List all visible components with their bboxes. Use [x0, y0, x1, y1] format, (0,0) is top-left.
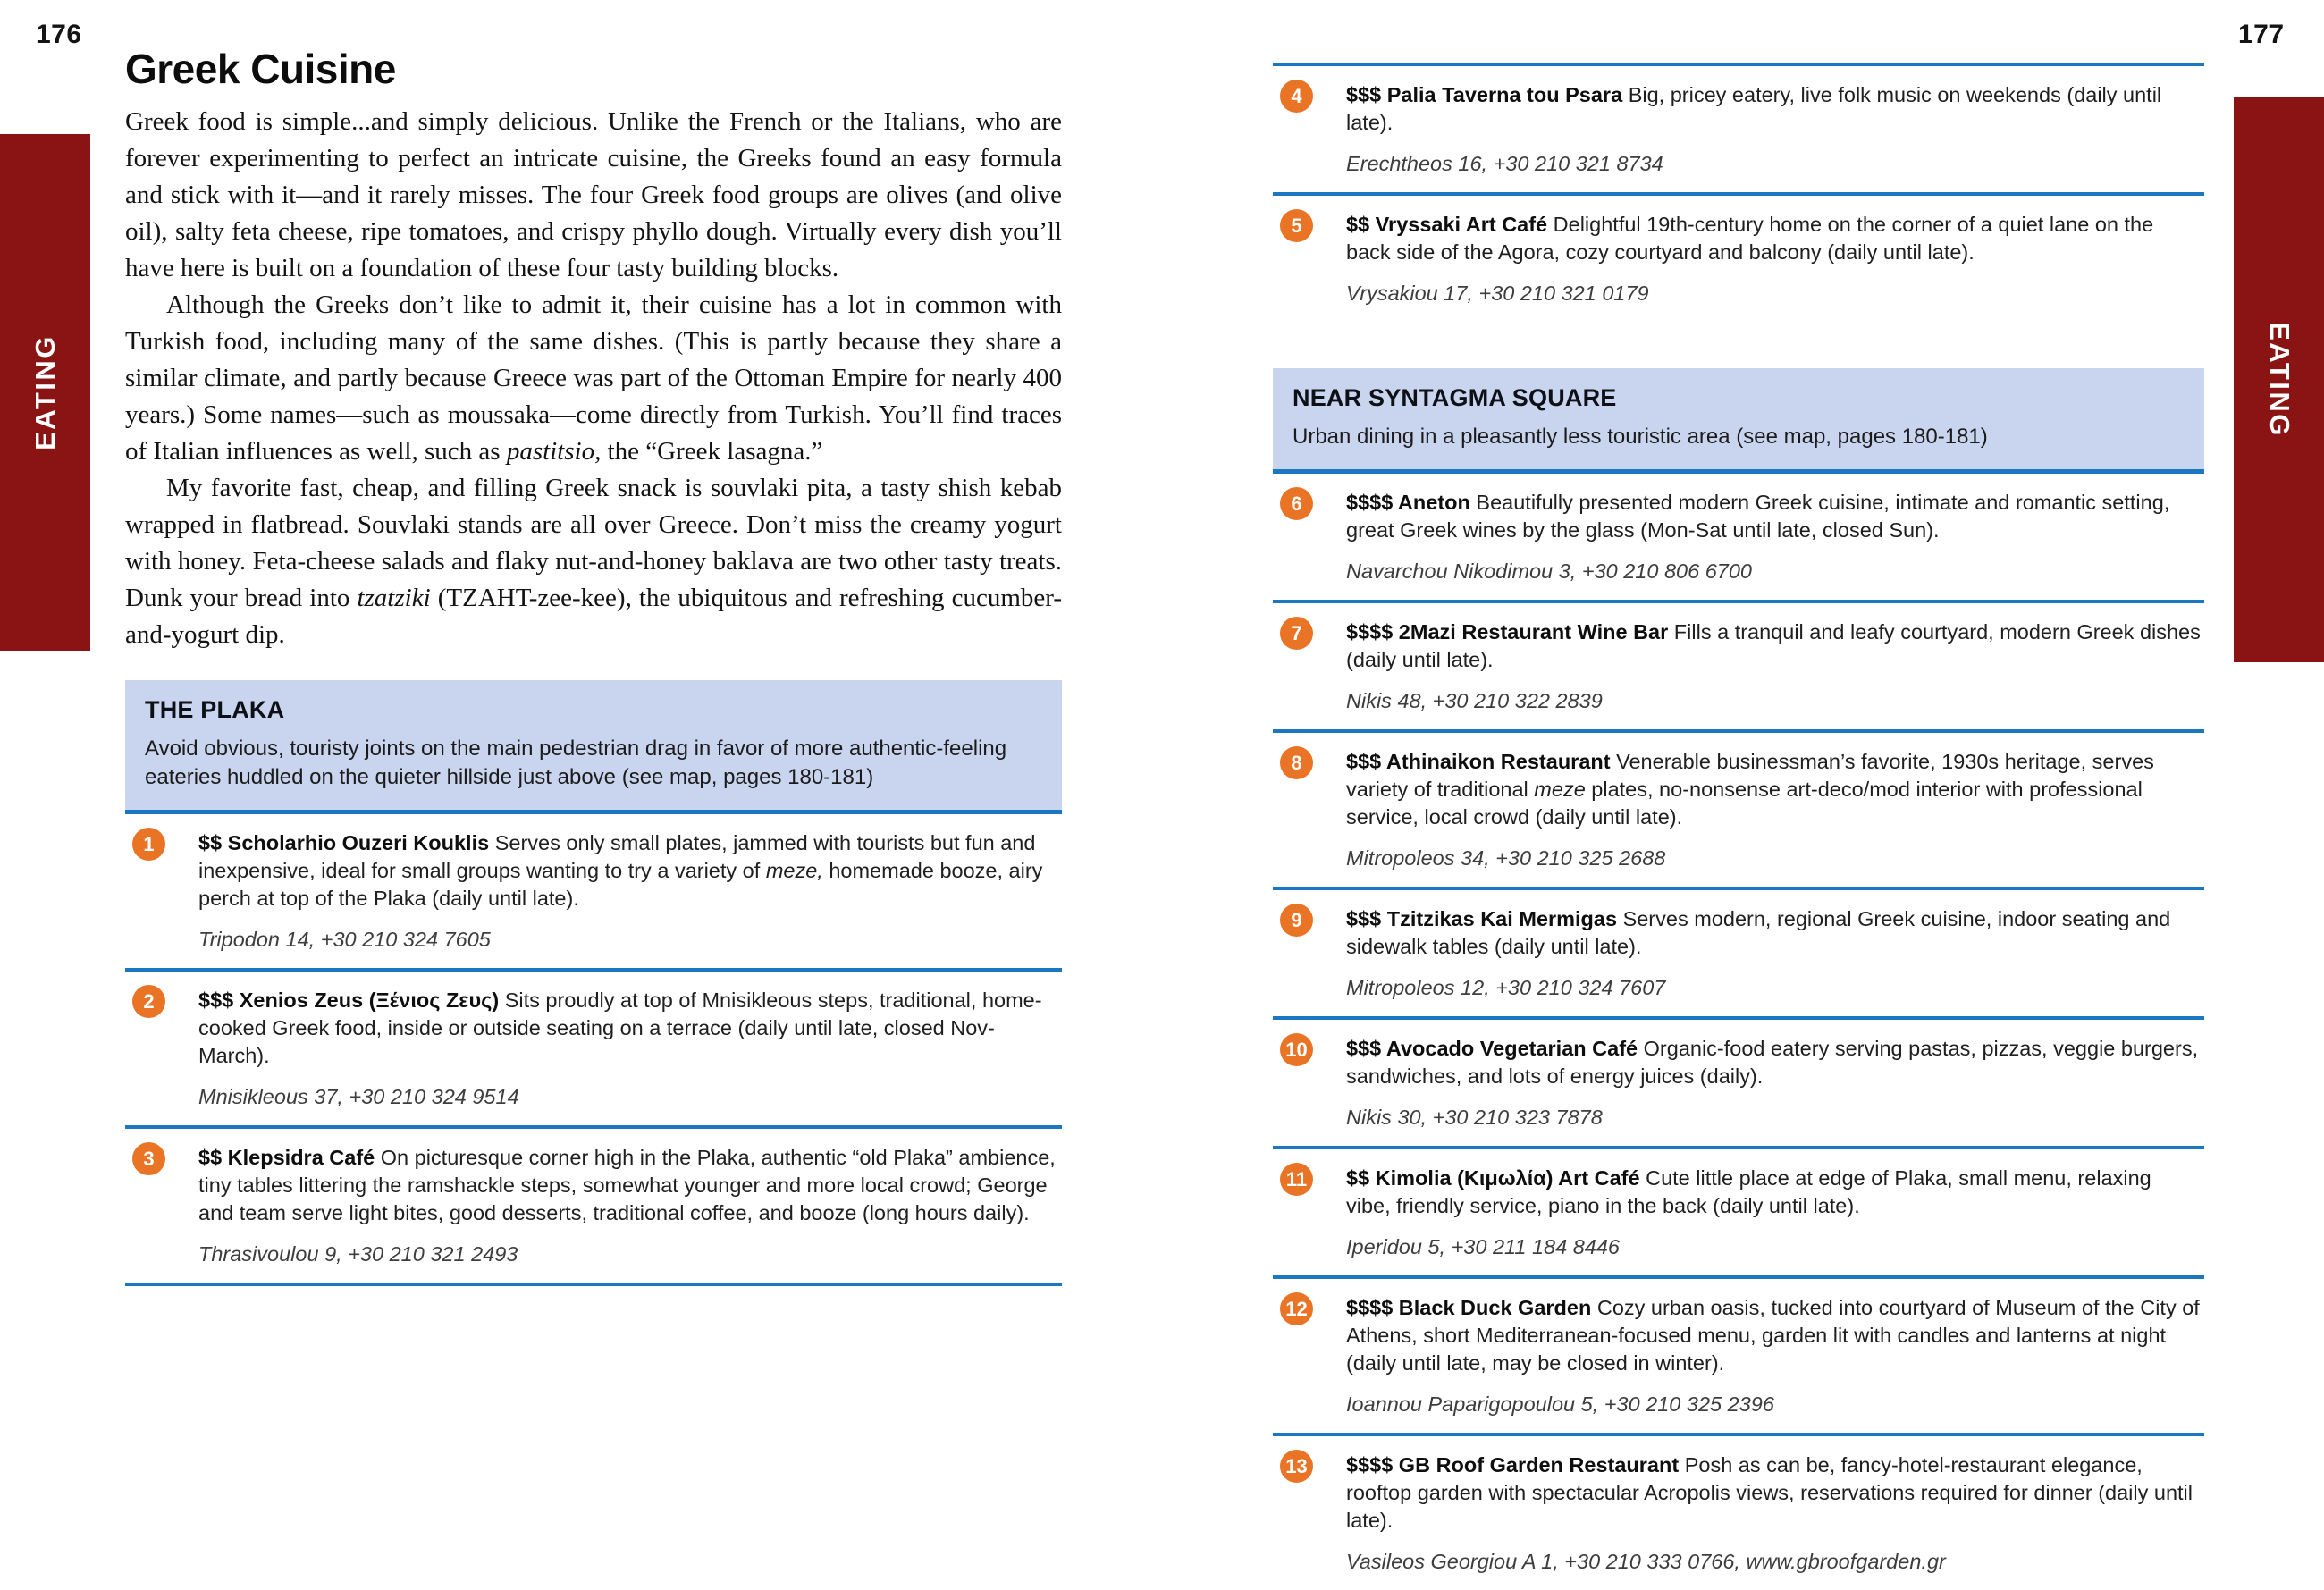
listing-address: Thrasivoulou 9, +30 210 321 2493 — [198, 1242, 518, 1266]
listing-description: Delightful 19th-century home on the corner of a quiet lane on the back side of the Agora, cozy courtyard and balcony (daily until late). — [1346, 213, 2154, 264]
listing-number-badge: 4 — [1280, 80, 1313, 113]
listing-description: Sits proudly at top of Mnisikleous steps, traditional, home-cooked Greek food, inside or outside seating on a terrace (daily until late, closed Nov-March). — [198, 988, 1042, 1067]
restaurant-listings-plaka-continued — [1273, 63, 2204, 322]
listing-number-badge: 1 — [132, 828, 165, 861]
section-box-near-syntagma-square — [1273, 368, 2204, 474]
listing-price-and-name: $$$ Athinaikon Restaurant — [1346, 750, 1611, 773]
listing-text — [1346, 1165, 2201, 1220]
listing-text — [1346, 211, 2201, 266]
listing-description: Fills a tranquil and leafy courtyard, modern Greek dishes (daily until late). — [1346, 620, 2201, 671]
listing-price-and-name: $$ Klepsidra Café — [198, 1146, 375, 1169]
chapter-tab-left — [0, 134, 90, 651]
listing-description: homemade booze, airy perch at top of the Plaka (daily until late). — [198, 859, 1043, 910]
listing-address: Nikis 30, +30 210 323 7878 — [1346, 1106, 1603, 1129]
restaurant-listing — [1273, 600, 2204, 729]
listing-description: Posh as can be, fancy-hotel-restaurant elegance, rooftop garden with spectacular Acropolis views, reservations required for dinner (daily until late). — [1346, 1453, 2193, 1532]
restaurant-listing — [125, 1125, 1062, 1283]
chapter-tab-label: EATING — [2263, 321, 2295, 438]
page-title: Greek Cuisine — [125, 46, 396, 92]
listing-number-badge: 6 — [1280, 487, 1313, 520]
chapter-tab-label: EATING — [29, 334, 61, 450]
listing-price-and-name: $$$ Tzitzikas Kai Mermigas — [1346, 907, 1618, 930]
listing-price-and-name: $$$$ Aneton — [1346, 491, 1470, 514]
listing-address: Mitropoleos 34, +30 210 325 2688 — [1346, 846, 1666, 870]
chapter-tab-right — [2234, 97, 2324, 662]
listing-price-and-name: $$$ Avocado Vegetarian Café — [1346, 1037, 1638, 1060]
restaurant-listing — [1273, 1433, 2204, 1590]
listing-address: Navarchou Nikodimou 3, +30 210 806 6700 — [1346, 559, 1752, 583]
listing-description: Big, pricey eatery, live folk music on weekends (daily until late). — [1346, 83, 2162, 134]
section-box-title: NEAR SYNTAGMA SQUARE — [1293, 384, 1617, 411]
listing-number-badge: 8 — [1280, 746, 1313, 779]
restaurant-listing — [125, 968, 1062, 1125]
listing-description: Beautifully presented modern Greek cuisine, intimate and romantic setting, great Greek wines by the glass (Mon-Sat until late, closed Sun). — [1346, 491, 2170, 542]
listing-address: Erechtheos 16, +30 210 321 8734 — [1346, 152, 1663, 175]
restaurant-listing — [1273, 1146, 2204, 1275]
listing-text — [1346, 489, 2201, 544]
section-box-description: Urban dining in a pleasantly less touristic area (see map, pages 180-181) — [1293, 425, 1988, 449]
listing-description: Venerable businessman’s favorite, 1930s heritage, serves variety of traditional — [1346, 750, 2154, 801]
listing-description: On picturesque corner high in the Plaka, authentic “old Plaka” ambience, tiny tables littering the ramshackle steps, somewhat younger and more local crowd; George and team serve light bites, good desserts, traditional coffee, and booze (long hours daily). — [198, 1146, 1056, 1224]
listing-price-and-name: $$$$ Black Duck Garden — [1346, 1296, 1592, 1319]
listing-address: Vrysakiou 17, +30 210 321 0179 — [1346, 282, 1649, 305]
listing-text — [1346, 618, 2201, 674]
restaurant-listings-plaka — [125, 814, 1062, 1286]
italic-term: meze, — [765, 859, 823, 882]
section-box-the-plaka — [125, 680, 1062, 814]
listing-address: Vasileos Georgiou A 1, +30 210 333 0766, www.gbroofgarden.gr — [1346, 1550, 1946, 1573]
listing-number-badge: 2 — [132, 985, 165, 1018]
listing-number-badge: 7 — [1280, 617, 1313, 650]
italic-term: pastitsio, — [506, 437, 602, 466]
text-run: the “Greek lasagna.” — [601, 437, 823, 466]
section-box-title: THE PLAKA — [145, 696, 285, 723]
listing-number-badge: 13 — [1280, 1450, 1313, 1483]
listing-text — [198, 1144, 1058, 1227]
listing-number-badge: 11 — [1280, 1163, 1313, 1196]
restaurant-listing — [1273, 1275, 2204, 1433]
listing-address: Tripodon 14, +30 210 324 7605 — [198, 928, 491, 951]
listing-description: Organic-food eatery serving pastas, pizzas, veggie burgers, sandwiches, and lots of energy juices (daily). — [1346, 1037, 2199, 1088]
restaurant-listing — [1273, 1016, 2204, 1146]
listing-number-badge: 12 — [1280, 1292, 1313, 1325]
listing-text — [1346, 905, 2201, 961]
listing-address: Iperidou 5, +30 211 184 8446 — [1346, 1235, 1620, 1258]
listing-text — [198, 829, 1058, 913]
listing-number-badge: 3 — [132, 1142, 165, 1175]
page-number-left: 176 — [36, 20, 82, 49]
listing-address: Mnisikleous 37, +30 210 324 9514 — [198, 1085, 519, 1108]
restaurant-listing — [1273, 887, 2204, 1016]
restaurant-listing — [125, 814, 1062, 968]
restaurant-listing — [1273, 474, 2204, 600]
restaurant-listing — [1273, 63, 2204, 192]
listing-price-and-name: $$$$ GB Roof Garden Restaurant — [1346, 1453, 1680, 1476]
listing-description: plates, no-nonsense art-deco/mod interior with professional service, local crowd (daily until late). — [1346, 778, 2143, 829]
listing-text — [1346, 748, 2201, 831]
restaurant-listing — [1273, 192, 2204, 322]
left-page-column — [125, 45, 1062, 1286]
restaurant-listings-syntagma — [1273, 474, 2204, 1590]
listing-description: Cute little place at edge of Plaka, small menu, relaxing vibe, friendly service, piano in the back (daily until late). — [1346, 1166, 2151, 1217]
listing-text — [198, 987, 1058, 1070]
listing-number-badge: 10 — [1280, 1033, 1313, 1066]
listing-price-and-name: $$$ Xenios Zeus (Ξένιος Ζευς) — [198, 988, 500, 1012]
restaurant-listing — [1273, 729, 2204, 887]
listing-number-badge: 9 — [1280, 904, 1313, 937]
text-run: (TZAHT-zee-kee), the ubiquitous and refreshing cucumber-and-yogurt dip. — [125, 584, 1062, 649]
italic-term: meze — [1534, 778, 1586, 801]
listing-price-and-name: $$ Kimolia (Κιμωλία) Art Café — [1346, 1166, 1640, 1190]
listing-price-and-name: $$ Scholarhio Ouzeri Kouklis — [198, 831, 490, 854]
listing-description: Cozy urban oasis, tucked into courtyard of Museum of the City of Athens, short Mediterranean-focused menu, garden lit with candles and lanterns at night (daily until late, may be closed in winter). — [1346, 1296, 2200, 1375]
text-run: Although the Greeks don’t like to admit it, their cuisine has a lot in common with Turkish food, including many of the same dishes. (This is partly because they share a similar climate, and partly because Greece was part of the Ottoman Empire for nearly 400 years.) Some names—such as moussaka—come directly from Turkish. You’ll find traces of Italian influences as well, such as — [125, 290, 1062, 466]
listing-address: Nikis 48, +30 210 322 2839 — [1346, 689, 1603, 712]
listing-number-badge: 5 — [1280, 209, 1313, 242]
body-paragraph — [125, 470, 1062, 653]
listing-price-and-name: $$ Vryssaki Art Café — [1346, 213, 1548, 236]
listing-text — [1346, 1035, 2201, 1090]
listing-price-and-name: $$$$ 2Mazi Restaurant Wine Bar — [1346, 620, 1669, 644]
right-page-column — [1273, 63, 2204, 1590]
italic-term: tzatziki — [357, 584, 431, 612]
listing-text — [1346, 1451, 2201, 1535]
listing-text — [1346, 81, 2201, 137]
body-paragraph — [125, 287, 1062, 470]
listing-description: Serves only small plates, jammed with tourists but fun and inexpensive, ideal for small groups wanting to try a variety of — [198, 831, 1036, 882]
listing-address: Ioannou Paparigopoulou 5, +30 210 325 2396 — [1346, 1392, 1774, 1416]
text-run: Greek food is simple...and simply delicious. Unlike the French or the Italians, who are forever experimenting to perfect an intricate cuisine, the Greeks found an easy formula and stick with it—and it rarely misses. The four Greek food groups are olives (and olive oil), salty feta cheese, ripe tomatoes, and crispy phyllo dough. Virtually every dish you’ll have here is built on a foundation of these four tasty building blocks. — [125, 107, 1062, 282]
listing-description: Serves modern, regional Greek cuisine, indoor seating and sidewalk tables (daily until late). — [1346, 907, 2171, 958]
listing-address: Mitropoleos 12, +30 210 324 7607 — [1346, 976, 1666, 999]
body-paragraph — [125, 104, 1062, 287]
text-run: My favorite fast, cheap, and filling Greek snack is souvlaki pita, a tasty shish kebab wrapped in flatbread. Souvlaki stands are all over Greece. Don’t miss the creamy yogurt with honey. Feta-cheese salads and flaky nut-and-honey baklava are two other tasty treats. Dunk your bread into — [125, 474, 1062, 612]
listing-price-and-name: $$$ Palia Taverna tou Psara — [1346, 83, 1623, 106]
listing-text — [1346, 1294, 2201, 1377]
page-number-right: 177 — [2238, 20, 2285, 49]
section-box-description: Avoid obvious, touristy joints on the main pedestrian drag in favor of more authentic-feeling eateries huddled on the quieter hillside just above (see map, pages 180-181) — [145, 736, 1007, 789]
